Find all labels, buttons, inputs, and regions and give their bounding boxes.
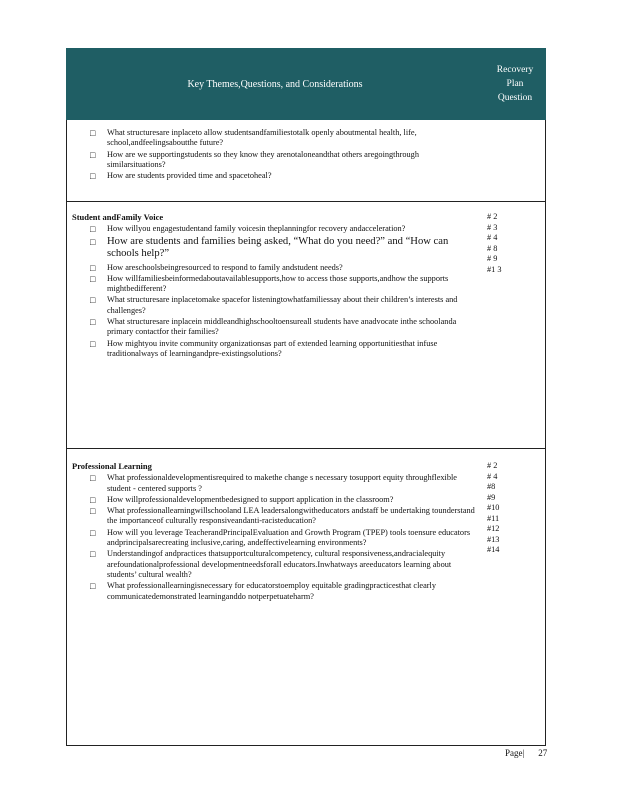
item-text: How areschoolsbeingresourced to respond to family andstudent needs? [107,262,343,272]
item-text: How willfamiliesbeinformedaboutavailablesupports,how to access those supports,andhow the supports mightbedifferent? [107,273,449,294]
item-text: What structuresare inplacetomake spacefor listeningtowhatfamiliessay about their children’s interests and challenges? [107,295,458,315]
table-header [66,48,546,120]
plan-code: # 9 [487,254,498,263]
plan-code: #1 3 [487,264,502,274]
checkbox-bullet-icon: □ [90,317,96,328]
list-item [66,295,484,316]
professional-learning-section [66,461,484,603]
list-item [66,274,484,295]
list-item [66,495,484,505]
list-item [66,171,484,181]
page-footer [505,748,561,758]
list-item [66,549,484,580]
header-side-line: Plan [506,79,524,89]
list-item [66,224,484,234]
page-label: Page| [505,748,525,758]
item-text: What professionallearningwillschooland LEA leadersalongwitheducators andstaff be undertaking tounderstand the importanceof culturally responsiveandanti-racisteducation? [107,506,475,526]
plan-code: # 2 [487,461,498,470]
header-side-line: Question [497,93,533,103]
plan-code: #9 [487,492,496,502]
list-item [66,263,484,273]
list-item [66,317,484,338]
page-number: 27 [538,748,548,758]
plan-code: #12 [487,524,500,533]
considerations-table [66,48,546,745]
list-item [66,581,484,602]
plan-code: #14 [487,545,500,554]
checkbox-bullet-icon: □ [90,494,96,505]
item-text: How willprofessionaldevelopmentbedesigned to support application in the classroom? [107,494,394,504]
list-item [66,236,484,260]
list-item [66,128,484,149]
recovery-plan-codes [487,461,537,556]
item-text: What professionallearningisnecessary for educatorstoemploy equitable gradingpracticesthat clearly communicatedemonstrated learninganddo notperpetuateharm? [107,581,436,601]
header-side-title [484,48,546,120]
student-family-voice-section [66,212,484,360]
plan-code: #8 [487,482,496,491]
checkbox-bullet-icon: □ [90,295,96,306]
plan-code: #10 [487,503,500,512]
item-text: How are we supportingstudents so they know they arenotaloneandthat others aregoingthrough similarsituations? [107,149,419,169]
section-divider [66,448,546,449]
table-border-bottom [66,745,546,746]
list-item [66,506,484,527]
section-title: Professional Learning [72,461,152,471]
list-item [66,150,484,171]
item-text: What professionaldevelopmentisrequired to makethe change s necessary tosupport equity throughflexible student - centered supports ? [107,473,457,493]
section-title: Student andFamily Voice [72,212,164,222]
checkbox-bullet-icon: □ [90,171,96,182]
item-text: How are students provided time and spacetoheal? [107,171,272,181]
section-divider [66,201,546,202]
checkbox-bullet-icon: □ [90,128,96,138]
item-text: How mightyou invite community organizationsas part of extended learning opportunitiesthat infuse traditionalways of learningandpre-existingsolutions? [107,338,438,358]
item-text: What structuresare inplaceto allow studentsandfamiliestotalk openly aboutmental health, life, school,andfeelingsaboutthe future? [107,128,417,148]
item-text: How will you leverage TeacherandPrincipalEvaluation and Growth Program (TPEP) tools toensure educators andprincipalsarecreating inclusive,caring, andeffectivelearning environments? [107,527,471,548]
item-text: What structuresare inplacein middleandhighschooltoensureall students have anadvocate inthe schoolanda primary contactfor their families? [107,317,457,337]
plan-code: # 4 [487,471,498,481]
plan-code: #11 [487,513,500,523]
plan-code: # 2 [487,212,498,221]
checkbox-bullet-icon: □ [90,149,96,160]
plan-code: # 3 [487,222,498,232]
checkbox-bullet-icon: □ [90,506,96,517]
plan-code: #13 [487,534,500,544]
item-text: Understandingof andpractices thatsupportculturalcompetency, cultural responsiveness,andracialequity arefoundationalprofessional developmentneedsforall educators.Inwhatways areeducators learning about students’ cultural wealth? [107,549,452,579]
intro-section [66,128,484,182]
checkbox-bullet-icon: □ [90,262,96,273]
list-item [66,528,484,549]
item-text: How are students and families being asked, “What do you need?” and “How can schools help?” [107,235,449,259]
checkbox-bullet-icon: □ [90,224,96,235]
header-title: Key Themes,Questions, and Considerations [187,78,363,90]
checkbox-bullet-icon: □ [90,473,96,484]
checkbox-bullet-icon: □ [90,273,96,284]
list-item [66,473,484,494]
checkbox-bullet-icon: □ [90,338,96,349]
checkbox-bullet-icon: □ [90,581,96,592]
item-text: How willyou engagestudentand family voicesin theplanningfor recovery andacceleration? [107,224,406,234]
header-side-line: Recovery [496,65,534,75]
checkbox-bullet-icon: □ [90,236,96,247]
plan-code: # 4 [487,233,498,242]
checkbox-bullet-icon: □ [90,549,96,560]
plan-code: # 8 [487,243,498,253]
recovery-plan-codes [487,212,537,275]
table-border-right [545,120,546,745]
checkbox-bullet-icon: □ [90,527,96,538]
list-item [66,339,484,360]
